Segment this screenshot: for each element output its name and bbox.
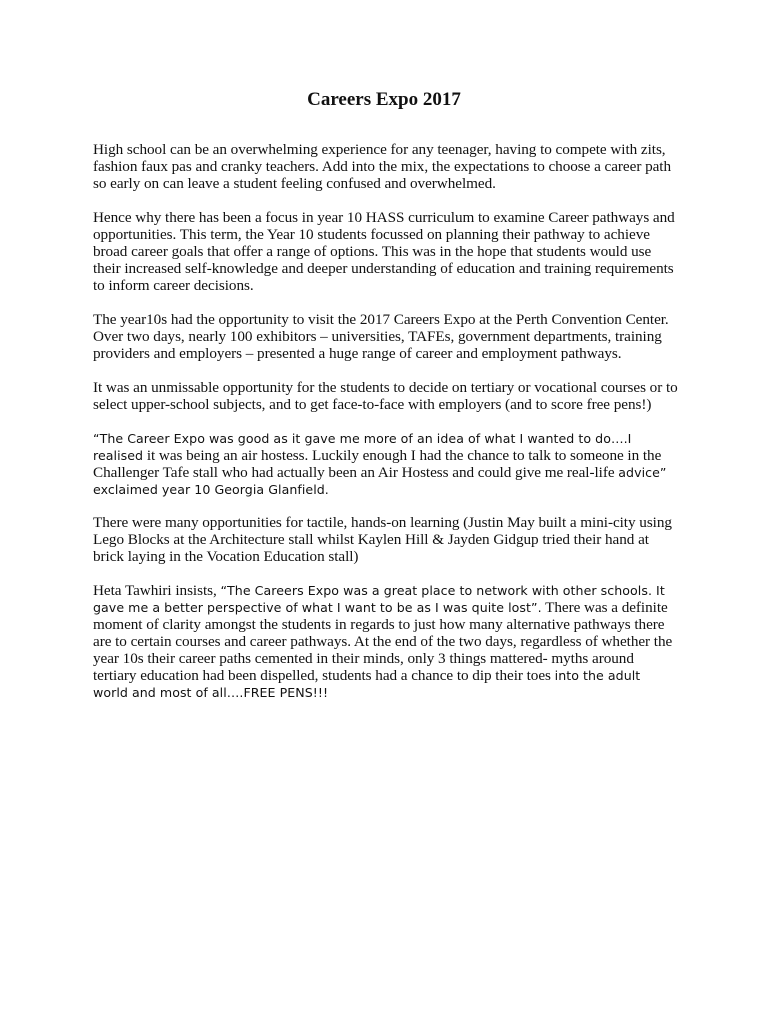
quote-opening: “The Career Expo was good as it gave me more of an idea of what I wanted to do….I realised	[93, 431, 632, 463]
heta-conclusion: There was a definite moment of clarity amongst the students in regards to just how many alternative pathways there are to certain courses and career pathways. At the end of the two days, regardless of whether the year 10s their career paths cemented in their minds, only 3 things mattered- myths around tertiary education had been dispelled, students had a chance to dip their toes	[93, 599, 673, 684]
heta-intro: Heta Tawhiri insists,	[93, 582, 221, 599]
document-title: Careers Expo 2017	[307, 89, 461, 110]
paragraph-intro: High school can be an overwhelming experience for any teenager, having to compete with zits, fashion faux pas and cranky teachers. Add into the mix, the expectations to choose a career path so early on can leave a student feeling confused and overwhelmed.	[93, 141, 672, 192]
paragraph-tactile-learning: There were many opportunities for tactile, hands-on learning (Justin May built a mini-city using Lego Blocks at the Architecture stall whilst Kaylen Hill & Jayden Gidgup tried their hand at brick laying in the Vocation Education stall)	[93, 514, 672, 565]
paragraph-opportunity: It was an unmissable opportunity for the students to decide on tertiary or vocational courses or to select upper-school subjects, and to get face-to-face with employers (and to score free pens!)	[93, 379, 678, 413]
quote-middle: it was being an air hostess. Luckily enough I had the chance to talk to someone in the Challenger Tafe stall who had actually been an Air Hostess and could give me real-life	[93, 447, 662, 481]
free-pens-ending: into the adult world and most of all….FREE PENS!!!	[93, 668, 641, 700]
paragraph-expo-visit: The year10s had the opportunity to visit the 2017 Careers Expo at the Perth Convention Center. Over two days, nearly 100 exhibitors – universities, TAFEs, government departments, training providers and employers – presented a huge range of career and employment pathways.	[93, 311, 669, 362]
paragraph-georgia-quote	[93, 430, 678, 498]
quote-attribution: advice” exclaimed year 10 Georgia Glanfield.	[93, 465, 667, 497]
heta-quote: “The Careers Expo was a great place to network with other schools. It gave me a better perspective of what I want to be as I was quite lost”.	[93, 583, 665, 615]
paragraph-heta-quote	[93, 582, 678, 701]
document-body	[93, 141, 678, 718]
paragraph-hass-curriculum: Hence why there has been a focus in year 10 HASS curriculum to examine Career pathways and opportunities. This term, the Year 10 students focussed on planning their pathway to achieve broad career goals that offer a range of options. This was in the hope that students would use their increased self-knowledge and deeper understanding of education and training requirements to inform career decisions.	[93, 209, 675, 294]
